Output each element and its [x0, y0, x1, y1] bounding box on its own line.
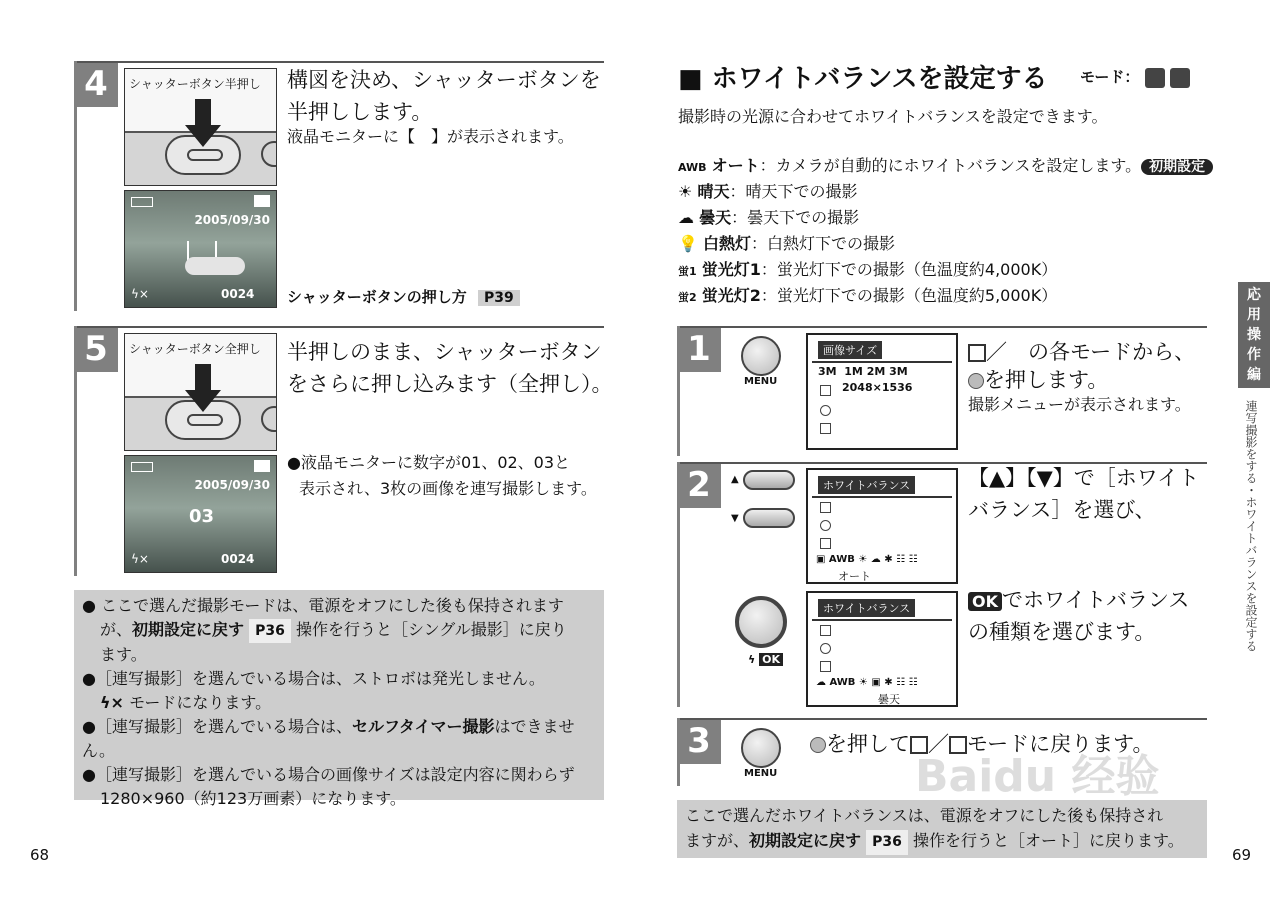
cloud-icon: ☁	[678, 208, 694, 227]
step5-bullet-line1: ●液晶モニターに数字が01、02、03と	[287, 453, 571, 472]
step1-line1: ／ の各モードから、	[986, 340, 1196, 364]
note4-line1: ●［連写撮影］を選んでいる場合の画像サイズは設定内容に関わらず	[82, 765, 575, 784]
wb-option-name: 晴天	[697, 182, 730, 201]
step5-title-line1: 半押しのまま、シャッターボタン	[287, 340, 602, 364]
watermark: Baidu 经验	[915, 751, 1160, 802]
side-tab-char: 応	[1247, 287, 1261, 303]
bulb-icon: 💡	[678, 234, 698, 253]
step2-lcd-caption-b: 曇天	[878, 693, 900, 706]
camera-mode-icon	[968, 344, 986, 362]
step4-illus-label: シャッターボタン半押し	[129, 77, 261, 91]
step3-text-c: モードに戻ります。	[967, 732, 1154, 756]
wb-option-icon: AWB	[678, 161, 707, 174]
step1-lcd-resolution: 2048×1536	[842, 381, 913, 394]
wb-option	[678, 205, 1238, 231]
step4-title-line2: 半押しします。	[287, 100, 433, 124]
note1-line1: ● ここで選んだ撮影モードは、電源をオフにした後も保持されます	[82, 596, 564, 615]
step4-reference	[287, 286, 520, 307]
step4-photo-date: 2005/09/30	[194, 213, 270, 227]
wb-option-name: オート	[711, 156, 760, 175]
exposure-icon	[820, 502, 831, 513]
note3-a: ●［連写撮影］を選んでいる場合は、	[82, 717, 352, 736]
shooting-mode-icon	[820, 423, 831, 434]
menu-button-label: MENU	[744, 376, 778, 387]
step2-lcd-header-b: ホワイトバランス	[818, 599, 915, 617]
right-page-number: 69	[1232, 846, 1252, 864]
battery-icon	[131, 462, 153, 472]
step2-text-a-line1: 【▲】【▼】で［ホワイト	[968, 466, 1200, 490]
menu-button[interactable]	[741, 728, 781, 768]
note1-line3: ます。	[100, 645, 147, 664]
sun-icon: ☀	[678, 182, 693, 201]
shooting-mode-icon	[820, 661, 831, 672]
step2-number: 2	[677, 462, 721, 508]
wb-option-name: 蛍光灯1	[701, 260, 761, 279]
step3-text-a: を押して	[826, 732, 910, 756]
default-badge: 初期設定	[1141, 159, 1213, 175]
step5-illus-label: シャッターボタン全押し	[129, 342, 261, 356]
step2-lcd-caption-a: オート	[838, 570, 871, 583]
step4-number: 4	[74, 61, 118, 107]
step1-text-line3: 撮影メニューが表示されます。	[968, 395, 1191, 414]
note1-line2b: 初期設定に戻す	[132, 620, 245, 639]
step1-text-line2	[968, 364, 1108, 394]
wb-icon-row: ☁ AWB ☀ ▣ ✱ ☷ ☷	[816, 677, 918, 688]
flash-off-icon: ϟ×	[131, 552, 149, 566]
note4-line2: 1280×960（約123万画素）になります。	[100, 789, 406, 808]
flash-off-icon: ϟ×	[100, 693, 124, 712]
down-button[interactable]	[743, 508, 795, 528]
mode-label: モード：	[1080, 68, 1140, 86]
wb-option-name: 蛍光灯2	[701, 286, 761, 305]
ok-button-label: ϟ OK	[748, 653, 783, 666]
left-page-number: 68	[30, 846, 50, 864]
step1-line2: を押します。	[984, 368, 1109, 392]
white-balance-options	[678, 153, 1238, 309]
right-note-line2a: ますが、	[685, 831, 750, 850]
side-vertical-text: 連写撮影をする・ホワイトバランスを設定する	[1244, 400, 1258, 652]
battery-icon	[131, 197, 153, 207]
step4-lcd-photo	[124, 190, 277, 308]
wb-option-desc: ：蛍光灯下での撮影（色温度約5,000K）	[760, 286, 1058, 305]
note1-line2a: が、	[100, 620, 133, 639]
step4-ref-page: P39	[478, 290, 520, 306]
fluorescent2-icon: 蛍2	[678, 291, 697, 304]
movie-mode-icon	[1170, 68, 1190, 88]
side-tab-char: 編	[1247, 367, 1261, 383]
wb-menu-icon	[820, 520, 831, 531]
step2-lcd-auto	[806, 468, 958, 584]
wb-option-desc: ：曇天下での撮影	[731, 208, 860, 227]
wb-menu-icon	[820, 643, 831, 654]
step5-bullet-line2: 表示され、3枚の画像を連写撮影します。	[299, 479, 597, 498]
step5-photo-big-number: 03	[189, 506, 215, 527]
wb-option	[678, 257, 1238, 283]
wb-option-name: 白熱灯	[703, 234, 752, 253]
shooting-mode-icon	[820, 538, 831, 549]
note3-c: はできません。	[82, 717, 575, 760]
step4-ref-text: シャッターボタンの押し方	[287, 288, 467, 306]
wb-option-desc: ：カメラが自動的にホワイトバランスを設定します。	[759, 156, 1142, 175]
note2-line1: ●［連写撮影］を選んでいる場合は、ストロボは発光しません。	[82, 669, 545, 688]
note2-line2: モードになります。	[129, 693, 272, 712]
wb-option-desc: ：白熱灯下での撮影	[751, 234, 896, 253]
exposure-icon	[820, 385, 831, 396]
side-tab-char: 作	[1247, 347, 1261, 363]
step2-lcd-header-a: ホワイトバランス	[818, 476, 915, 494]
step2-text-b-line2: の種類を選びます。	[968, 620, 1156, 644]
up-arrow-icon: ▲	[731, 474, 739, 485]
right-note-ref: P36	[866, 830, 908, 855]
camera-icon	[254, 460, 270, 472]
step5-photo-counter: 0024	[221, 552, 255, 566]
step3-text-b: ／	[928, 732, 949, 756]
exposure-icon	[820, 625, 831, 636]
step4-shutter-illustration	[124, 68, 277, 186]
step2-lcd-cloudy	[806, 591, 958, 707]
intro-text: 撮影時の光源に合わせてホワイトバランスを設定できます。	[678, 107, 1108, 126]
mode-indicator	[1080, 66, 1190, 88]
wb-menu-icon	[820, 405, 831, 416]
camera-icon	[254, 195, 270, 207]
camera-mode-icon	[1145, 68, 1165, 88]
step1-text-line1	[968, 336, 1195, 366]
note1-line2c: 操作を行うと［シングル撮影］に戻り	[295, 620, 567, 639]
ok-circle-icon	[968, 373, 984, 389]
side-tab-char: 操	[1247, 327, 1261, 343]
up-button[interactable]	[743, 470, 795, 490]
right-note-line2c: 操作を行うと［オート］に戻ります。	[912, 831, 1184, 850]
left-notes-box	[74, 590, 604, 808]
step5-title-line2: をさらに押し込みます（全押し）。	[287, 372, 613, 396]
down-arrow-icon: ▼	[731, 513, 739, 524]
step2-text-b-line1: でホワイトバランス	[1002, 588, 1190, 612]
step4-title-line1: 構図を決め、シャッターボタンを	[287, 68, 601, 92]
fluorescent1-icon: 蛍1	[678, 265, 697, 278]
step1-lcd-sizes: 3M 1M 2M 3M	[818, 365, 908, 378]
step2-text-b	[968, 584, 1189, 618]
step3-number: 3	[677, 718, 721, 764]
step5-number: 5	[74, 326, 118, 372]
step1-number: 1	[677, 326, 721, 372]
ok-button[interactable]	[735, 596, 787, 648]
step5-shutter-illustration	[124, 333, 277, 451]
step1-lcd-header: 画像サイズ	[818, 341, 882, 359]
right-note-box	[677, 800, 1207, 858]
wb-icon-row: ▣ AWB ☀ ☁ ✱ ☷ ☷	[816, 554, 918, 565]
right-note-line1: ここで選んだホワイトバランスは、電源をオフにした後も保持され	[685, 806, 1164, 825]
wb-option	[678, 153, 1238, 179]
step2-text-a-line2: バランス］を選び、	[968, 498, 1156, 522]
flash-off-icon: ϟ×	[131, 287, 149, 301]
note3-b: セルフタイマー撮影	[351, 717, 495, 736]
step4-photo-counter: 0024	[221, 287, 255, 301]
note1-ref: P36	[249, 619, 291, 643]
section-title: ■ ホワイトバランスを設定する	[678, 64, 1048, 94]
step5-lcd-photo	[124, 455, 277, 573]
step4-desc: 液晶モニターに【 】が表示されます。	[287, 127, 574, 146]
wb-option	[678, 283, 1238, 309]
side-tab-char: 用	[1247, 307, 1261, 323]
step5-photo-date: 2005/09/30	[194, 478, 270, 492]
wb-option-desc: ：蛍光灯下での撮影（色温度約4,000K）	[760, 260, 1058, 279]
side-tab	[1238, 282, 1270, 388]
menu-button-label: MENU	[744, 768, 778, 779]
menu-button[interactable]	[741, 336, 781, 376]
ok-key-icon: OK	[968, 592, 1002, 611]
ok-label: OK	[759, 653, 783, 666]
wb-option-desc: ：晴天下での撮影	[729, 182, 858, 201]
step1-lcd	[806, 333, 958, 450]
wb-option	[678, 179, 1238, 205]
wb-option-name: 曇天	[699, 208, 732, 227]
wb-option	[678, 231, 1238, 257]
right-note-line2b: 初期設定に戻す	[749, 831, 862, 850]
menu-circle-icon	[810, 737, 826, 753]
